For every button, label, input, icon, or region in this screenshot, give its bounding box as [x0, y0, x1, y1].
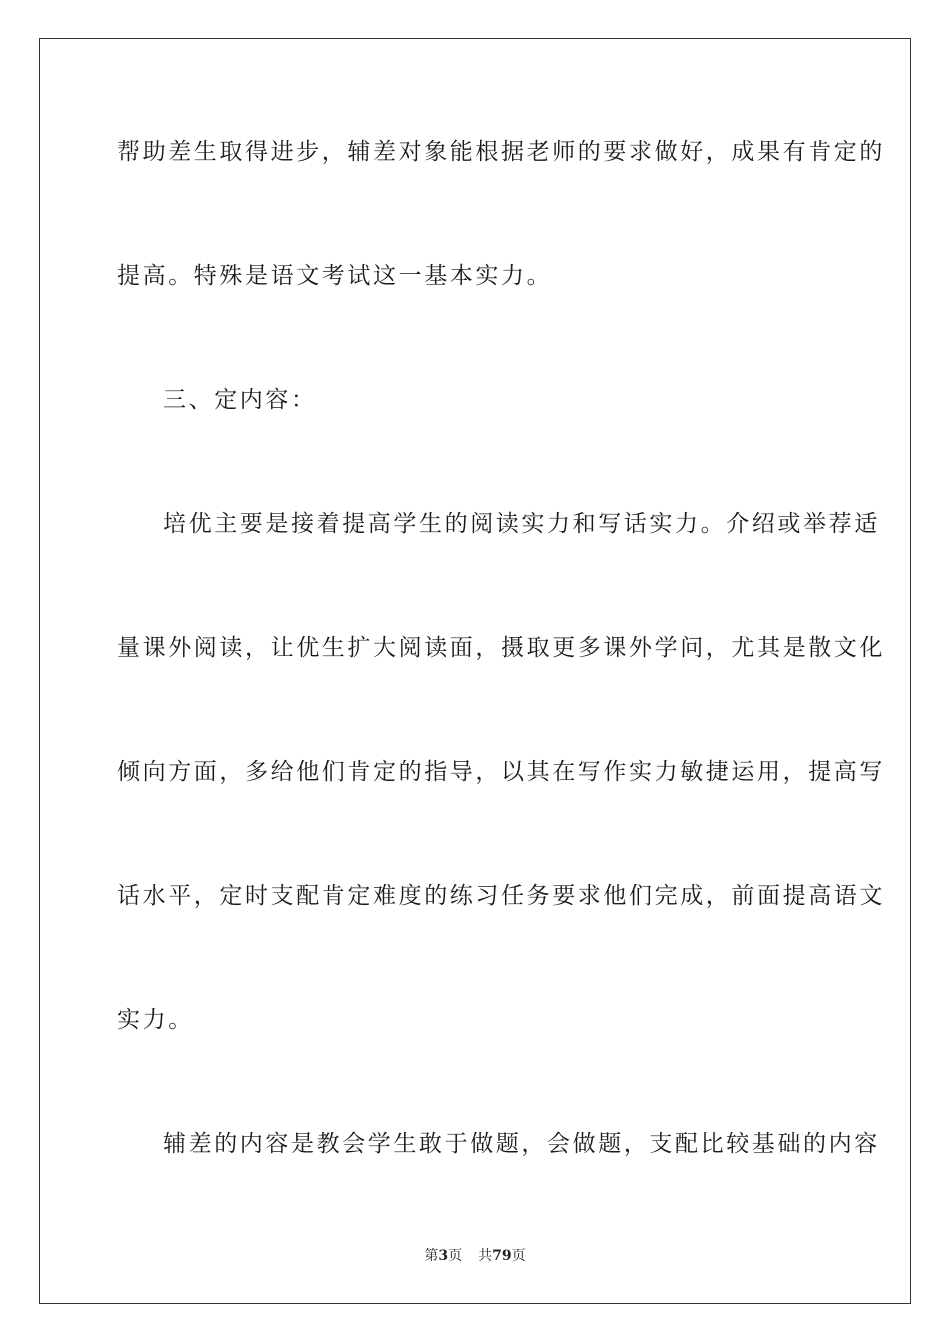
body-line-2: 提高。特殊是语文考试这一基本实力。 [117, 263, 553, 289]
body-line-8: 辅差的内容是教会学生敢于做题，会做题，支配比较基础的内容 [163, 1131, 880, 1157]
body-line-4: 量课外阅读，让优生扩大阅读面，摄取更多课外学问，尤其是散文化 [117, 635, 885, 661]
footer-total-pages: 79 [492, 1248, 512, 1264]
footer-page-suffix: 页 [448, 1248, 463, 1264]
body-line-6: 话水平，定时支配肯定难度的练习任务要求他们完成，前面提高语文 [117, 883, 885, 909]
page-frame [39, 38, 911, 1304]
body-line-1: 帮助差生取得进步，辅差对象能根据老师的要求做好，成果有肯定的 [117, 139, 885, 165]
page-footer [0, 1246, 950, 1266]
footer-page-number: 3 [438, 1248, 449, 1264]
footer-total-prefix: 共 [478, 1248, 493, 1264]
footer-total-suffix: 页 [511, 1248, 526, 1264]
body-line-7: 实力。 [117, 1007, 194, 1033]
section-heading: 三、定内容： [163, 387, 317, 413]
body-line-3: 培优主要是接着提高学生的阅读实力和写话实力。介绍或举荐适 [163, 511, 880, 537]
body-line-5: 倾向方面，多给他们肯定的指导，以其在写作实力敏捷运用，提高写 [117, 759, 885, 785]
footer-page-prefix: 第 [424, 1248, 439, 1264]
